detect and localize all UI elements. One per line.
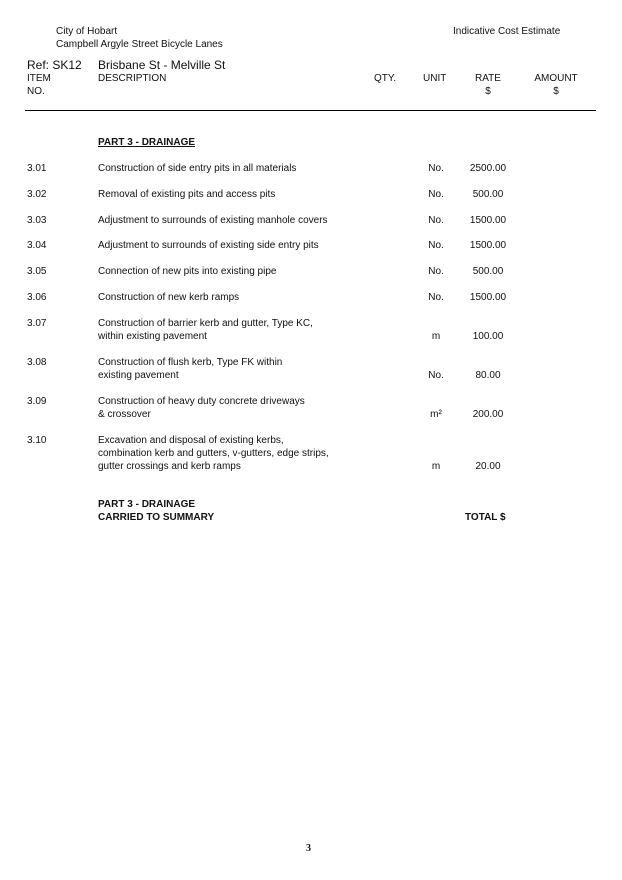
item-unit: No.	[428, 292, 444, 303]
project-name: Campbell Argyle Street Bicycle Lanes	[56, 39, 223, 50]
item-number: 3.01	[27, 163, 47, 174]
summary-block	[98, 498, 214, 524]
item-unit: No.	[428, 266, 444, 277]
item-description-line: Adjustment to surrounds of existing side entry pits	[98, 240, 319, 251]
item-rate: 100.00	[472, 331, 504, 342]
item-description-line: existing pavement	[98, 370, 179, 381]
item-number: 3.02	[27, 189, 47, 200]
col-unit-header: UNIT	[423, 73, 447, 84]
item-description	[98, 291, 368, 304]
col-item-header	[27, 72, 51, 98]
col-qty-header: QTY.	[374, 73, 397, 84]
summary-section-name: PART 3 - DRAINAGE	[98, 499, 196, 510]
item-description	[98, 265, 368, 278]
item-number: 3.04	[27, 240, 47, 251]
item-description-line: Construction of new kerb ramps	[98, 292, 240, 303]
document-type: Indicative Cost Estimate	[453, 26, 561, 37]
item-rate: 1500.00	[469, 215, 507, 226]
page-number: 3	[306, 843, 311, 854]
item-description-line: Construction of side entry pits in all materials	[98, 163, 297, 174]
section-title: PART 3 - DRAINAGE	[98, 137, 196, 148]
item-description	[98, 214, 368, 227]
item-rate: 2500.00	[469, 163, 507, 174]
item-description	[98, 188, 368, 201]
item-number: 3.05	[27, 266, 47, 277]
item-rate: 500.00	[472, 189, 504, 200]
item-description	[98, 434, 368, 473]
item-description-line: Adjustment to surrounds of existing manhole covers	[98, 215, 328, 226]
col-item-line2: NO.	[27, 86, 45, 97]
col-amount-line1: AMOUNT	[534, 73, 578, 84]
col-item-line1: ITEM	[27, 73, 51, 84]
item-description-line: gutter crossings and kerb ramps	[98, 461, 241, 472]
item-description	[98, 356, 368, 382]
col-rate-line1: RATE	[475, 73, 501, 84]
item-description-line: within existing pavement	[98, 331, 207, 342]
item-unit: No.	[428, 189, 444, 200]
item-description-line: Construction of barrier kerb and gutter, Type KC,	[98, 318, 313, 329]
item-unit: No.	[428, 370, 444, 381]
item-description	[98, 317, 368, 343]
item-number: 3.03	[27, 215, 47, 226]
item-description-line: combination kerb and gutters, v-gutters, edge strips,	[98, 448, 329, 459]
item-description-line: Connection of new pits into existing pipe	[98, 266, 277, 277]
item-unit: No.	[428, 163, 444, 174]
item-number: 3.07	[27, 318, 47, 329]
item-description-line: Construction of heavy duty concrete driveways	[98, 396, 305, 407]
total-label: TOTAL $	[465, 512, 506, 523]
item-number: 3.06	[27, 292, 47, 303]
col-rate-line2: $	[485, 86, 491, 97]
item-description-line: Excavation and disposal of existing kerbs,	[98, 435, 284, 446]
item-rate: 200.00	[472, 409, 504, 420]
item-unit: No.	[428, 215, 444, 226]
col-amount-line2: $	[553, 86, 559, 97]
item-rate: 20.00	[475, 461, 501, 472]
item-rate: 80.00	[475, 370, 501, 381]
org-name: City of Hobart	[56, 26, 118, 37]
col-rate-header	[462, 72, 514, 98]
item-rate: 1500.00	[469, 240, 507, 251]
item-description-line: Construction of flush kerb, Type FK within	[98, 357, 283, 368]
item-description	[98, 395, 368, 421]
item-rate: 1500.00	[469, 292, 507, 303]
item-unit: m	[431, 461, 441, 472]
item-description	[98, 162, 368, 175]
item-number: 3.08	[27, 357, 47, 368]
item-unit: m²	[430, 409, 442, 420]
item-unit: m	[431, 331, 441, 342]
item-number: 3.09	[27, 396, 47, 407]
reference-code: Ref: SK12	[27, 58, 82, 72]
summary-carried-label: CARRIED TO SUMMARY	[98, 512, 215, 523]
header-divider	[25, 110, 596, 111]
item-description-line: Removal of existing pits and access pits	[98, 189, 276, 200]
item-description	[98, 239, 368, 252]
location-title: Brisbane St - Melville St	[98, 58, 226, 72]
item-number: 3.10	[27, 435, 47, 446]
col-amount-header	[528, 72, 584, 98]
item-unit: No.	[428, 240, 444, 251]
item-rate: 500.00	[472, 266, 504, 277]
col-description-header: DESCRIPTION	[98, 73, 167, 84]
item-description-line: & crossover	[98, 409, 151, 420]
